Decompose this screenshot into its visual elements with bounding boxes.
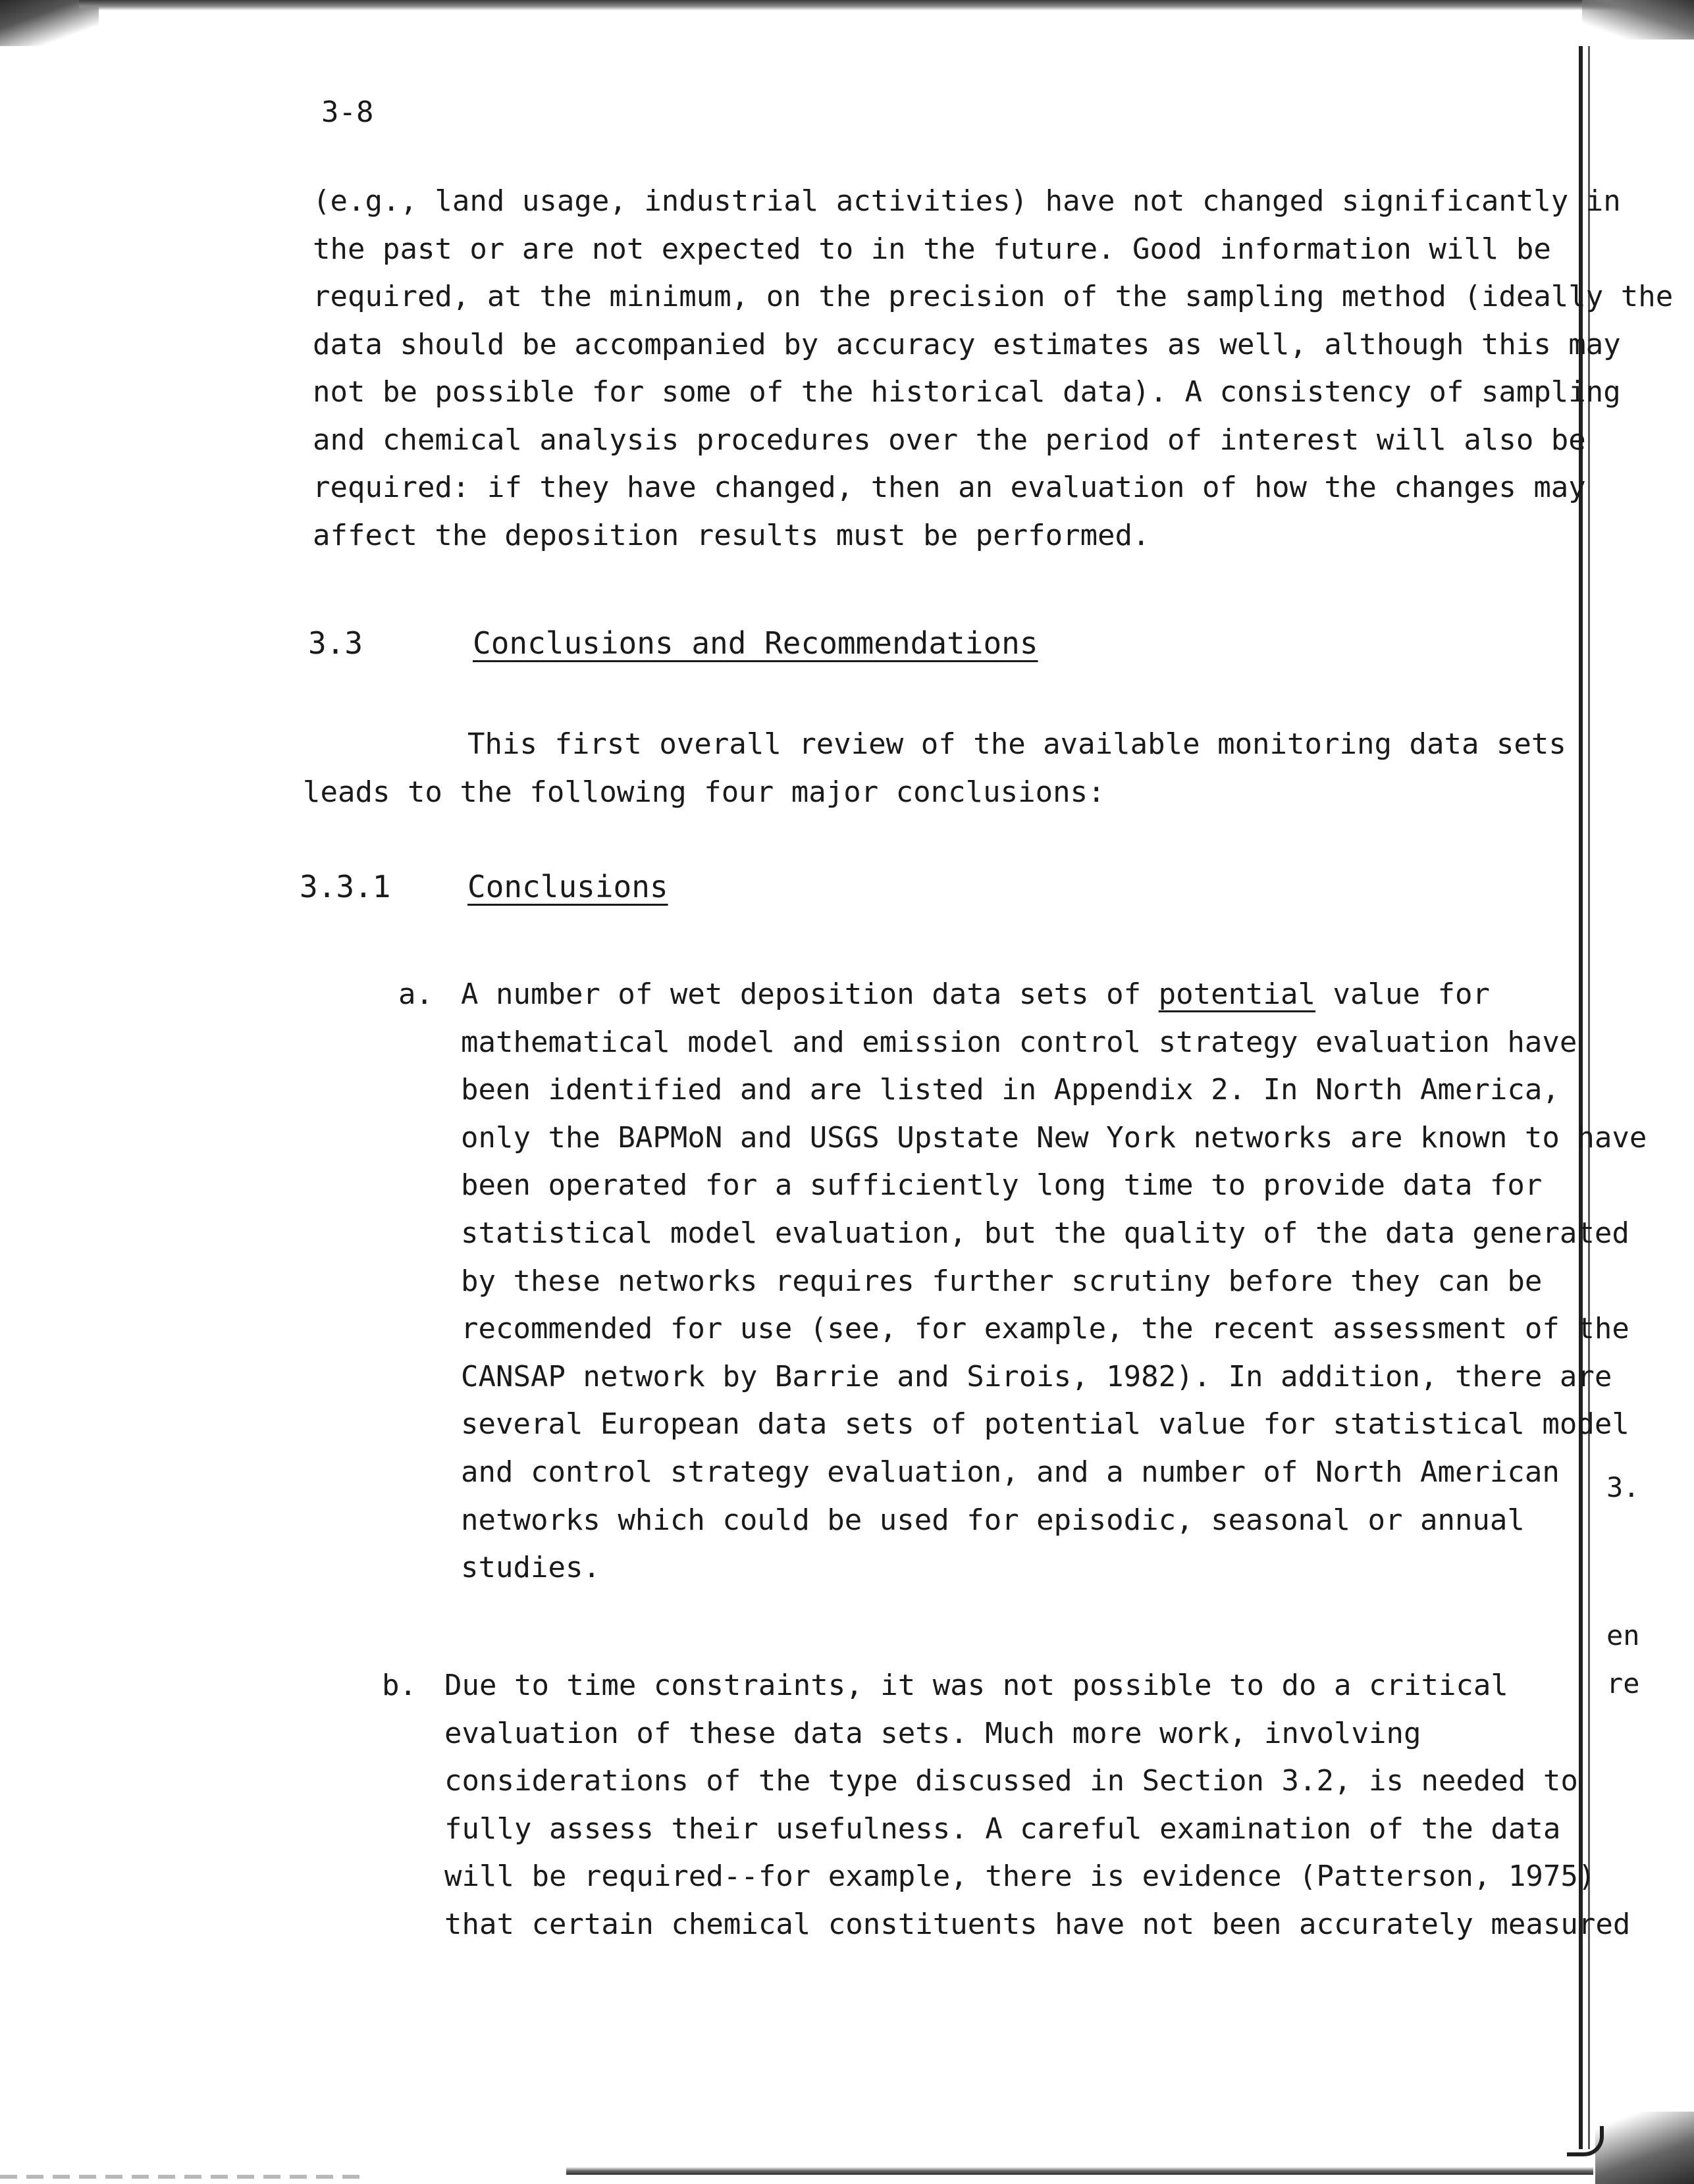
text-line: required, at the minimum, on the precision of the sampling method (ideally the xyxy=(313,280,1674,313)
text-line: (e.g., land usage, industrial activities) have not changed significantly in xyxy=(313,184,1621,218)
section-title: Conclusions xyxy=(467,869,668,904)
text-line: mathematical model and emission control strategy evaluation have xyxy=(461,1025,1577,1059)
list-item-marker: b. xyxy=(382,1669,417,1702)
scan-shadow-top xyxy=(79,0,1646,11)
text-line: that certain chemical constituents have not been accurately measured xyxy=(444,1907,1631,1941)
text-line: the past or are not expected to in the future. Good information will be xyxy=(313,232,1551,266)
section-title: Conclusions and Recommendations xyxy=(473,625,1038,661)
text-line: several European data sets of potential value for statistical model xyxy=(461,1407,1629,1442)
text-line: been identified and are listed in Appendix 2. In North America, xyxy=(461,1073,1560,1107)
text-line: will be required--for example, there is evidence (Patterson, 1975) xyxy=(444,1859,1596,1894)
scan-shadow-top-right xyxy=(1582,0,1694,39)
page-number: 3-8 xyxy=(321,95,374,129)
list-item-text xyxy=(444,1662,1630,1949)
text-line: networks which could be used for episodic, seasonal or annual xyxy=(461,1503,1525,1537)
text-line: This first overall review of the available monitoring data sets xyxy=(467,727,1566,761)
section-number: 3.3.1 xyxy=(300,869,391,904)
facing-page-fragment: re xyxy=(1606,1667,1640,1700)
text-line: considerations of the type discussed in Section 3.2, is needed to xyxy=(444,1764,1578,1798)
text-line: affect the deposition results must be performed. xyxy=(313,518,1150,552)
facing-page-fragment: 3. xyxy=(1606,1471,1640,1503)
intro-paragraph xyxy=(303,721,1566,816)
list-item-text xyxy=(461,971,1647,1592)
facing-page-fragment: en xyxy=(1606,1619,1640,1651)
list-item-marker: a. xyxy=(398,977,433,1011)
text-line: Due to time constraints, it was not possible to do a critical xyxy=(444,1669,1508,1702)
text-line: and chemical analysis procedures over the period of interest will also be xyxy=(313,423,1586,457)
section-number: 3.3 xyxy=(308,625,363,661)
text-line: not be possible for some of the historical data). A consistency of sampling xyxy=(313,375,1621,409)
paragraph-continuation xyxy=(313,178,1673,559)
emphasis-underline: potential xyxy=(1158,977,1316,1011)
text-line: fully assess their usefulness. A careful examination of the data xyxy=(444,1811,1561,1846)
text-line: and control strategy evaluation, and a number of North American xyxy=(461,1455,1560,1489)
scan-shadow-bottom xyxy=(566,2167,1593,2175)
text-line: by these networks requires further scrutiny before they can be xyxy=(461,1264,1543,1298)
text-line: data should be accompanied by accuracy estimates as well, although this may xyxy=(313,327,1621,361)
scan-shadow-bottom-left xyxy=(0,2175,369,2179)
text-line: only the BAPMoN and USGS Upstate New York networks are known to have xyxy=(461,1120,1647,1155)
text-line: been operated for a sufficiently long time to provide data for xyxy=(461,1168,1543,1203)
text-line: required: if they have changed, then an evaluation of how the changes may xyxy=(313,471,1586,504)
text-line: CANSAP network by Barrie and Sirois, 1982). In addition, there are xyxy=(461,1359,1612,1393)
text-line: studies. xyxy=(461,1551,600,1585)
text-line: evaluation of these data sets. Much more work, involving xyxy=(444,1716,1421,1750)
text-line: A number of wet deposition data sets of potential value for xyxy=(461,977,1490,1011)
scan-shadow-bottom-right xyxy=(1595,2112,1694,2184)
text-line: statistical model evaluation, but the quality of the data generated xyxy=(461,1216,1629,1250)
text-line: leads to the following four major conclusions: xyxy=(303,775,1105,809)
text-line: recommended for use (see, for example, the recent assessment of the xyxy=(461,1312,1629,1346)
